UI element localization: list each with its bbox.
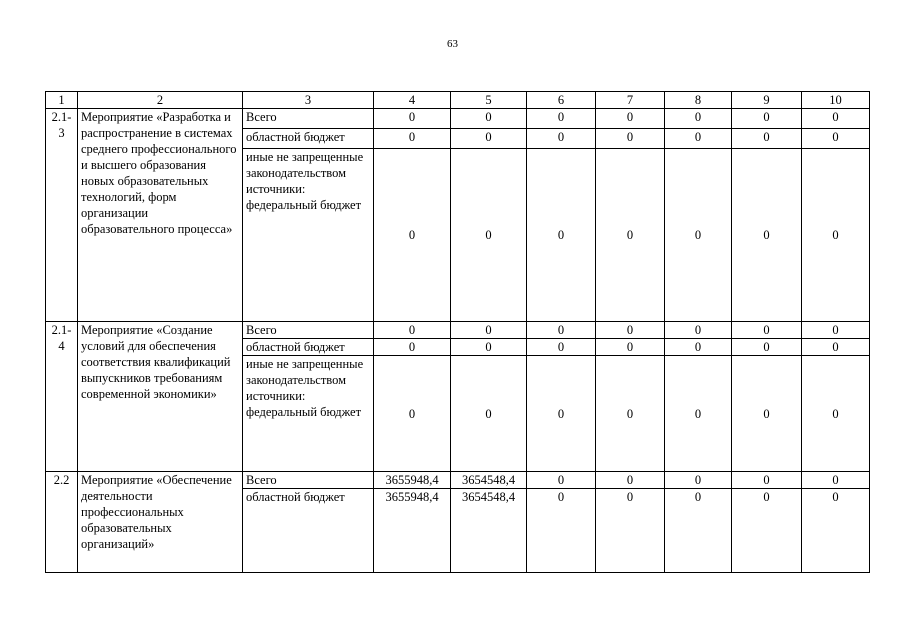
value-cell: 0 (596, 149, 665, 322)
value-cell: 0 (732, 322, 802, 339)
value-cell: 0 (802, 489, 870, 573)
table-row (46, 472, 870, 489)
value-cell: 0 (665, 489, 732, 573)
value-cell: 0 (732, 109, 802, 129)
column-header: 1 (46, 92, 78, 109)
header-row (46, 92, 870, 109)
value-cell: 0 (451, 129, 527, 149)
funding-source: областной бюджет (243, 339, 374, 356)
column-header: 2 (78, 92, 243, 109)
value-cell: 0 (596, 489, 665, 573)
column-header: 10 (802, 92, 870, 109)
funding-source: Всего (243, 322, 374, 339)
value-cell: 0 (451, 149, 527, 322)
value-cell: 0 (374, 322, 451, 339)
event-name: Мероприятие «Обеспечение деятельности профессиональных образовательных организаций» (78, 472, 243, 573)
event-name: Мероприятие «Создание условий для обеспечения соответствия квалификаций выпускников требованиям современной экономики» (78, 322, 243, 472)
value-cell: 0 (732, 339, 802, 356)
value-cell: 0 (802, 472, 870, 489)
row-index: 2.1-4 (46, 322, 78, 472)
value-cell: 3655948,4 (374, 489, 451, 573)
funding-source: иные не запрещенные законодательством источники: федеральный бюджет (243, 356, 374, 472)
value-cell: 0 (596, 339, 665, 356)
value-cell: 0 (665, 356, 732, 472)
value-cell: 0 (732, 472, 802, 489)
value-cell: 0 (596, 109, 665, 129)
value-cell: 0 (665, 472, 732, 489)
value-cell: 0 (802, 339, 870, 356)
value-cell: 0 (527, 356, 596, 472)
column-header: 9 (732, 92, 802, 109)
value-cell: 0 (527, 472, 596, 489)
row-index: 2.2 (46, 472, 78, 573)
value-cell: 0 (732, 149, 802, 322)
value-cell: 0 (374, 339, 451, 356)
value-cell: 0 (527, 149, 596, 322)
value-cell: 0 (374, 129, 451, 149)
value-cell: 0 (451, 356, 527, 472)
value-cell: 0 (527, 109, 596, 129)
column-header: 3 (243, 92, 374, 109)
value-cell: 0 (527, 129, 596, 149)
funding-source: Всего (243, 109, 374, 129)
value-cell: 0 (374, 109, 451, 129)
event-name: Мероприятие «Разработка и распространение в системах среднего профессионального и высшего образования новых образовательных технологий, форм организации образовательного процесса» (78, 109, 243, 322)
value-cell: 0 (451, 322, 527, 339)
column-header: 8 (665, 92, 732, 109)
value-cell: 0 (802, 109, 870, 129)
value-cell: 0 (802, 149, 870, 322)
funding-source: иные не запрещенные законодательством источники: федеральный бюджет (243, 149, 374, 322)
value-cell: 0 (527, 322, 596, 339)
column-header: 6 (527, 92, 596, 109)
value-cell: 0 (596, 472, 665, 489)
value-cell: 3654548,4 (451, 489, 527, 573)
value-cell: 3654548,4 (451, 472, 527, 489)
table-row (46, 322, 870, 339)
value-cell: 0 (665, 149, 732, 322)
column-header: 4 (374, 92, 451, 109)
row-index: 2.1-3 (46, 109, 78, 322)
value-cell: 0 (665, 322, 732, 339)
value-cell: 0 (374, 356, 451, 472)
page-number: 63 (447, 38, 458, 50)
value-cell: 0 (596, 129, 665, 149)
value-cell: 0 (451, 339, 527, 356)
value-cell: 0 (527, 339, 596, 356)
value-cell: 0 (665, 339, 732, 356)
value-cell: 0 (374, 149, 451, 322)
funding-source: Всего (243, 472, 374, 489)
funding-source: областной бюджет (243, 129, 374, 149)
value-cell: 0 (732, 489, 802, 573)
value-cell: 3655948,4 (374, 472, 451, 489)
value-cell: 0 (596, 356, 665, 472)
value-cell: 0 (596, 322, 665, 339)
value-cell: 0 (665, 109, 732, 129)
value-cell: 0 (527, 489, 596, 573)
budget-table (45, 91, 870, 573)
value-cell: 0 (802, 129, 870, 149)
column-header: 5 (451, 92, 527, 109)
value-cell: 0 (732, 356, 802, 472)
column-header: 7 (596, 92, 665, 109)
value-cell: 0 (732, 129, 802, 149)
funding-source: областной бюджет (243, 489, 374, 573)
value-cell: 0 (802, 356, 870, 472)
table-row (46, 109, 870, 129)
value-cell: 0 (451, 109, 527, 129)
value-cell: 0 (665, 129, 732, 149)
value-cell: 0 (802, 322, 870, 339)
